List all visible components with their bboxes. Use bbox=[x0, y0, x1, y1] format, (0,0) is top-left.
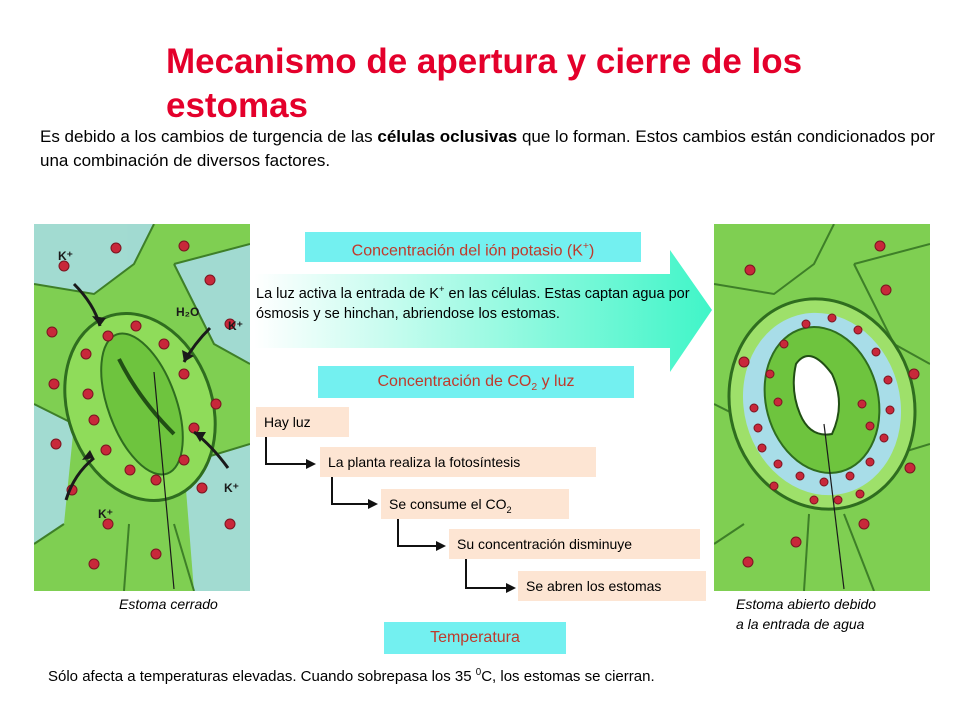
temperature-note-end: C, los estomas se cierran. bbox=[481, 668, 655, 685]
k-label-3: K⁺ bbox=[224, 481, 239, 495]
co2-heading-sub: 2 bbox=[531, 382, 538, 394]
intro-text-start: Es debido a los cambios de turgencia de las bbox=[40, 127, 378, 146]
k-label-2: K⁺ bbox=[228, 319, 243, 333]
intro-text-end: que lo forman. Estos cambios están condicionados por una combinación de diversos factores. bbox=[40, 127, 935, 170]
k-label-4: K⁺ bbox=[98, 507, 113, 521]
potassium-heading-close: ) bbox=[589, 242, 595, 260]
step-co2-consumed bbox=[381, 489, 569, 519]
potassium-heading-text: Concentración del ión potasio (K bbox=[351, 242, 583, 260]
step-light: Hay luz bbox=[256, 407, 349, 437]
temperature-note-start: Sólo afecta a temperaturas elevadas. Cuando sobrepasa los 35 bbox=[48, 668, 476, 685]
co2-heading-text: Concentración de CO bbox=[377, 373, 532, 390]
potassium-desc-end: en las células. Estas captan agua por ósmosis y se hinchan, abriendose los estomas. bbox=[256, 285, 690, 322]
temperature-note bbox=[48, 662, 928, 688]
potassium-desc-sup: + bbox=[438, 283, 445, 294]
potassium-heading-sup: + bbox=[582, 241, 589, 252]
open-stoma-caption-line2: a la entrada de agua bbox=[736, 616, 865, 632]
k-label-1: K⁺ bbox=[58, 249, 73, 263]
step-co2-consumed-text: Se consume el CO bbox=[389, 496, 507, 512]
step-co2-consumed-sub: 2 bbox=[506, 504, 512, 515]
co2-heading-end: y luz bbox=[537, 373, 575, 390]
intro-text-bold: células oclusivas bbox=[377, 127, 518, 146]
open-stoma-caption-line1: Estoma abierto debido bbox=[736, 596, 877, 612]
potassium-desc-start: La luz activa la entrada de K bbox=[256, 285, 439, 302]
step-photosynthesis: La planta realiza la fotosíntesis bbox=[320, 447, 596, 477]
h2o-label: H₂O bbox=[176, 305, 200, 319]
temperature-heading: Temperatura bbox=[384, 622, 566, 654]
step-stomata-open: Se abren los estomas bbox=[518, 571, 706, 601]
slide-title: Mecanismo de apertura y cierre de los estomas bbox=[166, 42, 803, 125]
step-concentration-drops: Su concentración disminuye bbox=[449, 529, 700, 559]
temperature-note-sup: 0 bbox=[475, 667, 482, 678]
closed-stoma-caption: Estoma cerrado bbox=[119, 596, 218, 612]
